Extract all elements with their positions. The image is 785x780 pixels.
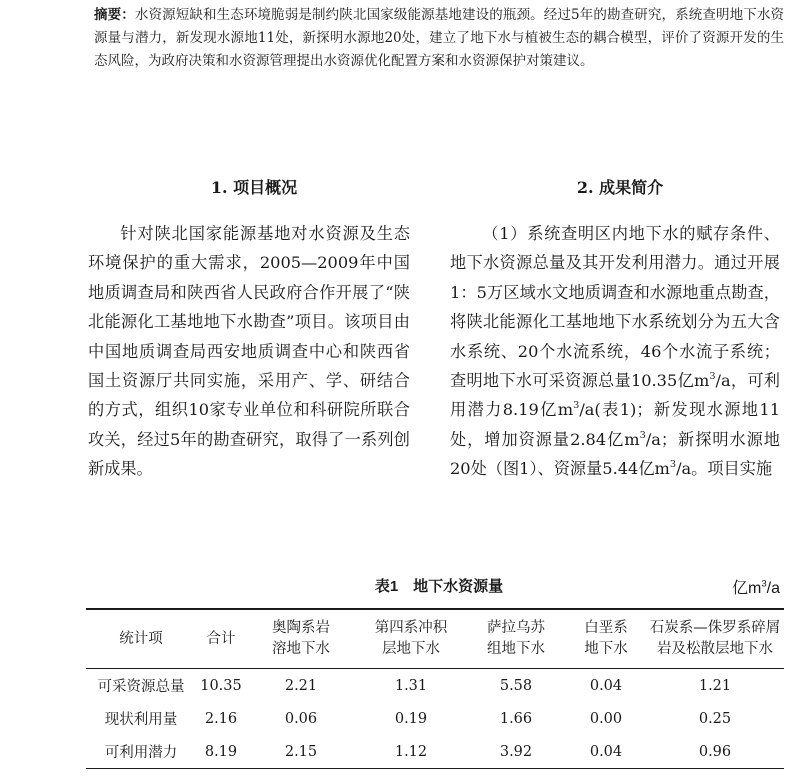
table-cell: 5.58 xyxy=(499,677,533,694)
abstract-text: 水资源短缺和生态环境脆弱是制约陕北国家级能源基地建设的瓶颈。经过5年的勘查研究，系统查明地下水资源量与潜力，新发现水源地11处，新探明水源地20处，建立了地下水与植被生态的耦合模型，评价了资源开发的生态风险，为政府决策和水资源管理提出水资源优化配置方案和水资源保护对策建议。 xyxy=(94,7,785,69)
table-cell: 10.35 xyxy=(200,677,242,694)
table-body xyxy=(86,669,784,769)
row-label-cell: 可采资源总量 xyxy=(97,679,185,695)
abstract xyxy=(94,4,784,73)
results-text-3: /a(表1)；新发现水源地11处，增加资源量2.84亿m xyxy=(450,400,780,449)
table-cell: 1.21 xyxy=(698,677,732,694)
table-cell: 0.04 xyxy=(589,677,623,694)
section-heading-overview: 1. 项目概况 xyxy=(210,178,298,197)
results-paragraph xyxy=(450,219,780,484)
row-label-cell: 现状利用量 xyxy=(104,712,178,728)
table-cell: 2.21 xyxy=(284,677,318,694)
table-header-cell: 第四系冲积 层地下水 xyxy=(356,609,466,669)
table-header-row xyxy=(86,609,784,669)
superscript: 3 xyxy=(709,371,716,383)
overview-paragraph: 针对陕北国家能源基地对水资源及生态环境保护的重大需求，2005—2009年中国地质调查局和陕西省人民政府合作开展了“陕北能源化工基地地下水勘查”项目。该项目由中国地质调查局西安地质调查中心和陕西省国土资源厅共同实施，采用产、学、研结合的方式，组织10家专业单位和科研院所联合攻关，经过5年的勘查研究，取得了一系列创新成果。 xyxy=(88,224,410,479)
row-label-cell: 可利用潜力 xyxy=(86,735,196,769)
table-header-cell: 统计项 xyxy=(86,609,196,669)
abstract-label: 摘要： xyxy=(94,7,135,23)
results-text-5: /a。项目实施 xyxy=(676,459,773,479)
table-unit: 亿$m^3/a$ xyxy=(731,578,780,597)
superscript: 3 xyxy=(669,459,677,471)
table-cell: 1.66 xyxy=(499,710,533,727)
superscript: 3 xyxy=(639,430,646,442)
results-text-4: /a；新探明水源地20处（图1）、资源量5.44亿m xyxy=(450,429,780,479)
table-title: 表1 地下水资源量 xyxy=(374,578,504,595)
table-cell: 2.15 xyxy=(246,735,356,769)
superscript: 3 xyxy=(573,400,580,412)
table-cell: 0.00 xyxy=(589,710,623,727)
table-row xyxy=(86,702,784,735)
table-header-cell: 石炭系—侏罗系碎屑 岩及松散层地下水 xyxy=(646,609,784,669)
section-heading-results: 2. 成果简介 xyxy=(576,178,664,197)
table-row xyxy=(86,669,784,703)
groundwater-resources-table xyxy=(86,608,784,769)
table-cell: 0.19 xyxy=(394,710,428,727)
table-header-cell: 奥陶系岩 溶地下水 xyxy=(246,609,356,669)
results-column xyxy=(450,219,780,484)
table-cell: 0.04 xyxy=(566,735,646,769)
table-cell: 1.12 xyxy=(356,735,466,769)
table-cell: 1.31 xyxy=(394,677,428,694)
table-cell: 8.19 xyxy=(196,735,246,769)
table-cell: 3.92 xyxy=(466,735,566,769)
table-header-cell: 萨拉乌苏 组地下水 xyxy=(466,609,566,669)
table-cell: 2.16 xyxy=(204,710,238,727)
table-cell: 0.96 xyxy=(646,735,784,769)
results-text-1: （1）系统查明区内地下水的赋存条件、地下水资源总量及其开发利用潜力。通过开展1：5万区域水文地质调查和水源地重点勘查，将陕北能源化工基地地下水系统划分为五大含水系统、20个水流系统，46个水流子系统；查明地下水可采资源总量10.35亿m xyxy=(450,224,780,391)
table-cell: 0.06 xyxy=(284,710,318,727)
table-caption xyxy=(94,575,784,597)
table-cell: 0.25 xyxy=(698,710,732,727)
results-text-2: /a，可利用潜力8.19亿m xyxy=(450,371,780,420)
overview-column xyxy=(88,219,410,484)
table-header-cell: 白垩系 地下水 xyxy=(566,609,646,669)
table-header-cell: 合计 xyxy=(196,609,246,669)
table-row xyxy=(86,735,784,769)
